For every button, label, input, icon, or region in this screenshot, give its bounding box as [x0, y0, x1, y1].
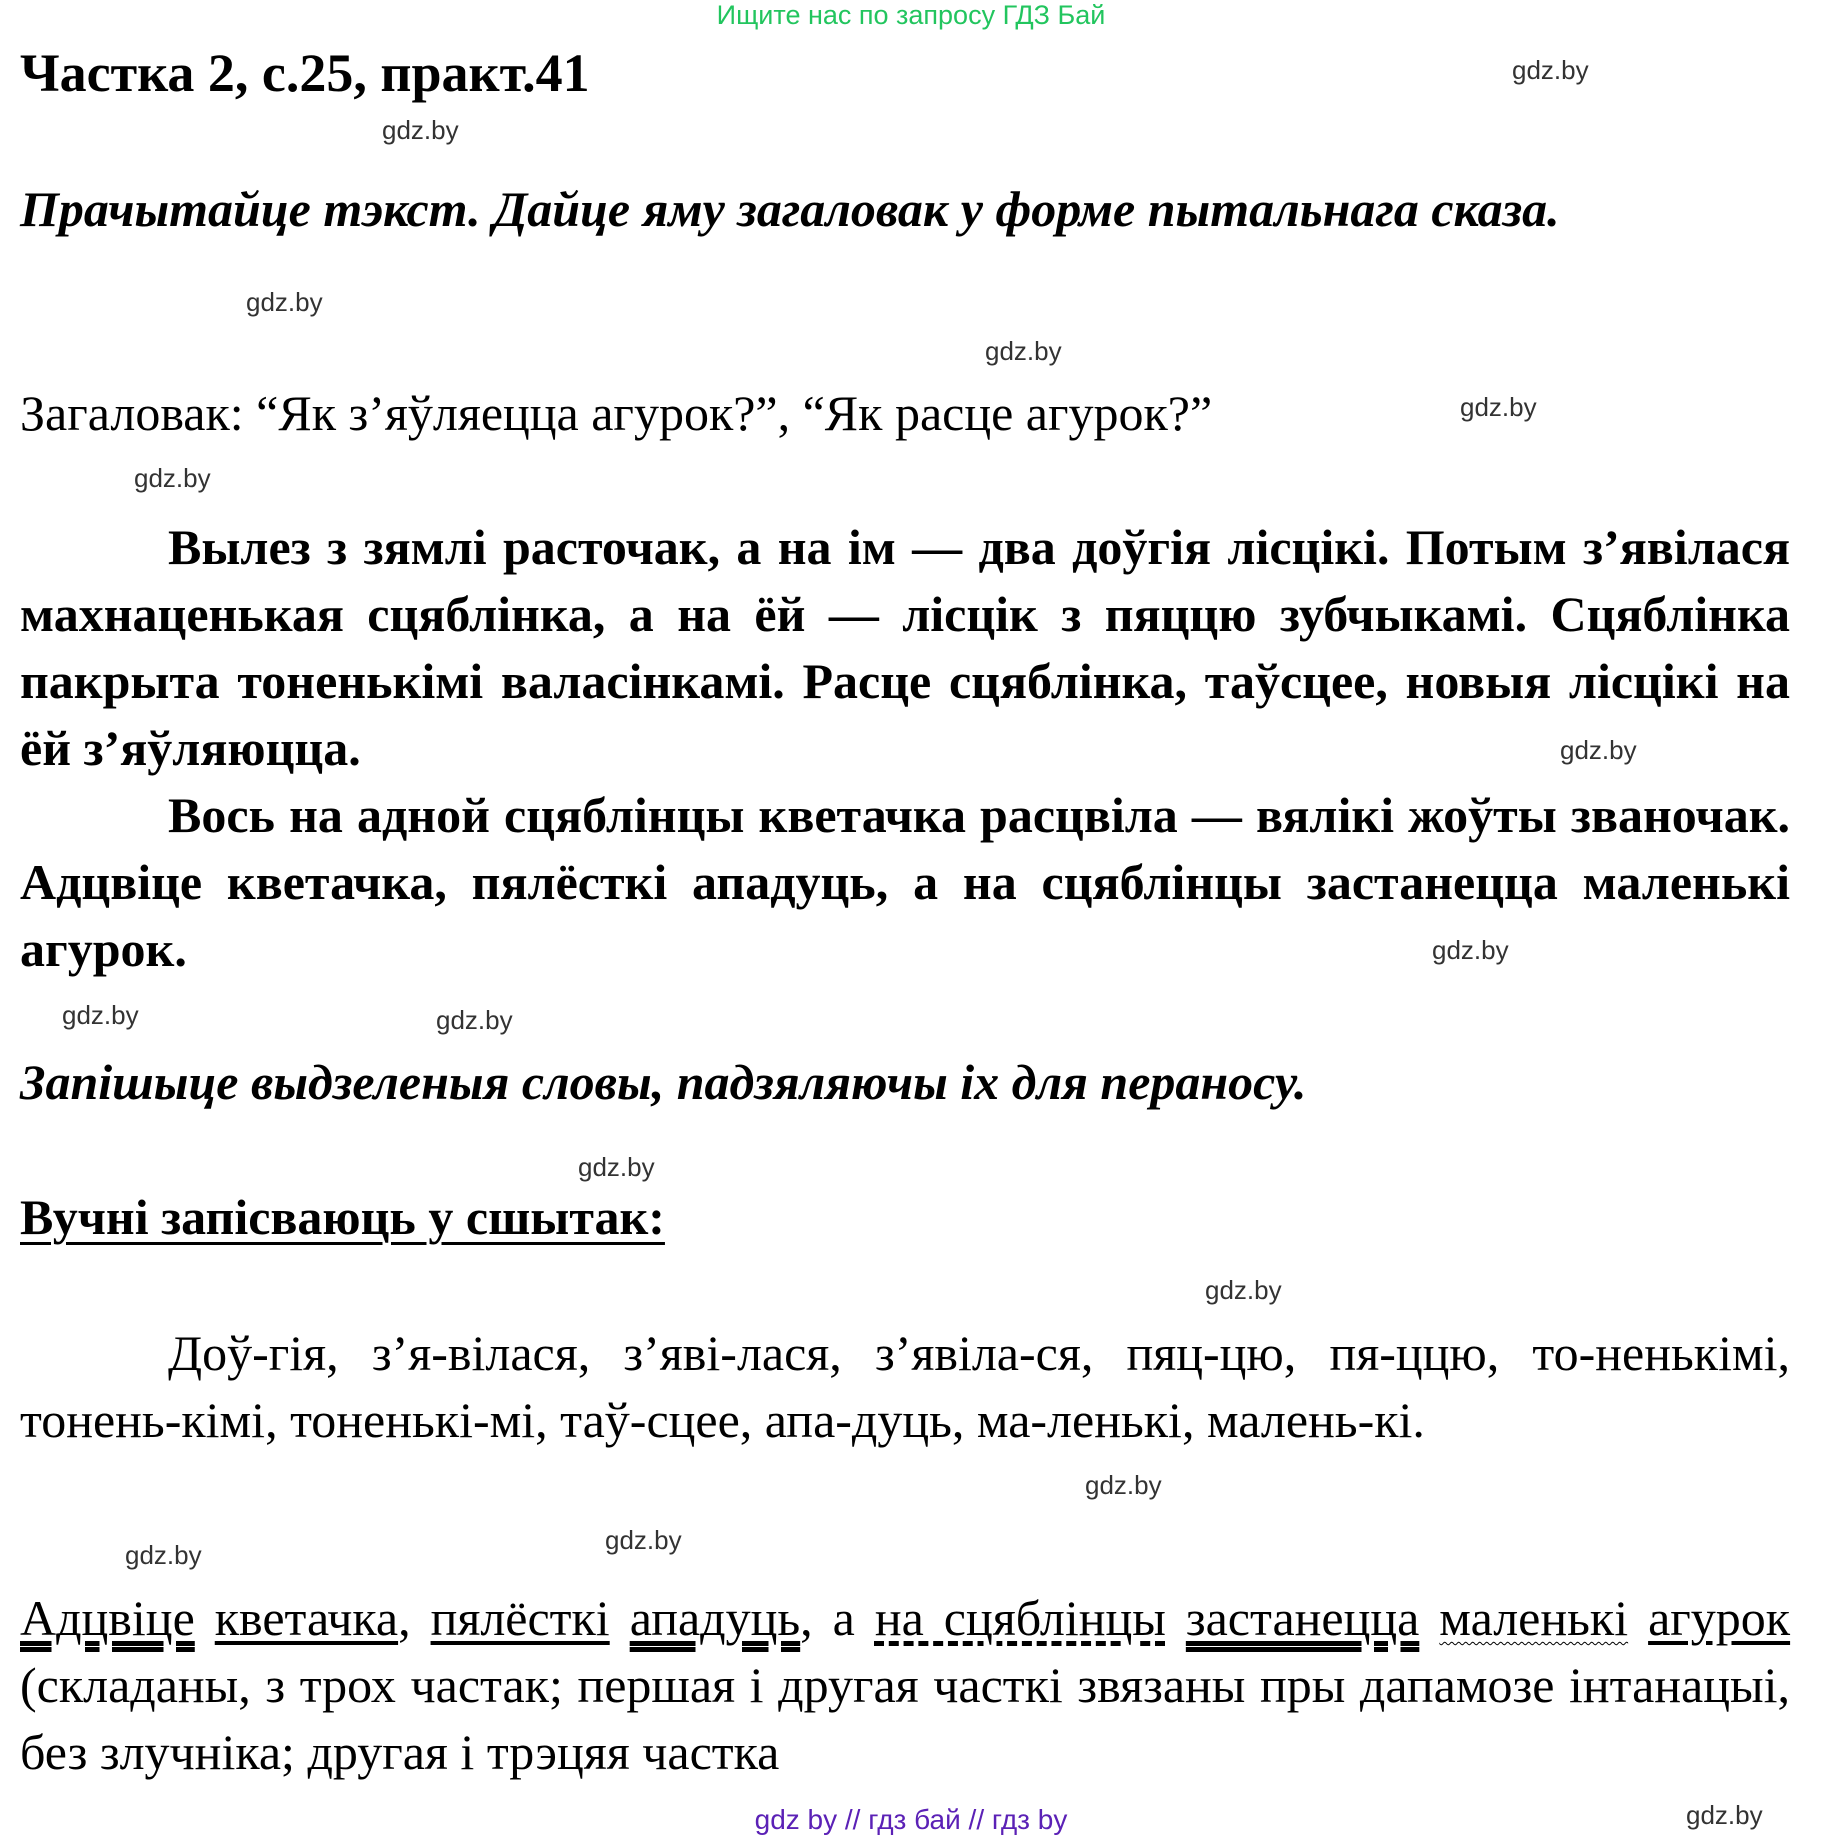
attribute-word: маленькі [1439, 1590, 1629, 1646]
answer-title: Загаловак: “Як з’яўляецца агурок?”, “Як расце агурок?” [20, 385, 1213, 441]
watermark: gdz.by [134, 463, 211, 493]
watermark: gdz.by [62, 1000, 139, 1030]
predicate-word: кветачка [214, 1590, 399, 1646]
predicate-word: агурок [1648, 1590, 1791, 1646]
analysis-explanation: (складаны, з трох частак; першая і другая часткі звязаны пры дапамозе інтанацыі, без злучніка; другая і трэцяя частка [20, 1657, 1790, 1780]
conjunction: , а [800, 1590, 855, 1646]
adverbial-phrase: на сцяблінцы [874, 1590, 1166, 1646]
task-1-instruction: Прачытайце тэкст. Дайце яму загаловак у форме пытальнага сказа. [20, 181, 1560, 237]
watermark: gdz.by [125, 1540, 202, 1570]
watermark: gdz.by [436, 1005, 513, 1035]
text-paragraph-2: Вось на адной сцяблінцы кветачка расцвіла — вялікі жоўты званочак. Адцвіце кветачка, пялёсткі ападуць, а на сцяблінцы застанецца маленькі агурок. [20, 787, 1790, 977]
watermark: gdz.by [605, 1525, 682, 1555]
subject-word: ападуць [629, 1590, 801, 1646]
watermark: gdz.by [1205, 1275, 1282, 1305]
section-heading: Вучні запісваюць у сшытак: [20, 1189, 665, 1245]
footer-links[interactable]: gdz by // гдз бай // гдз by [754, 1804, 1068, 1835]
top-search-link[interactable]: Ищите нас по запросу ГДЗ Бай [716, 0, 1106, 30]
task-2-instruction: Запішыце выдзеленыя словы, падзяляючы іх для пераносу. [20, 1054, 1307, 1110]
watermark: gdz.by [1085, 1470, 1162, 1500]
page-title: Частка 2, с.25, практ.41 [20, 43, 590, 103]
comma: , [398, 1590, 411, 1646]
subject-word: Адцвіце [20, 1590, 195, 1646]
watermark: gdz.by [1512, 55, 1589, 85]
hyphenation-answer: Доў-гія, з’я-вілася, з’яві-лася, з’явіла-ся, пяц-цю, пя-ццю, то-ненькімі, тонень-кімі, тоненькі-мі, таў-сцее, апа-дуць, ма-ленькі, малень-кі. [20, 1325, 1790, 1448]
watermark: gdz.by [246, 287, 323, 317]
subject-word: застанецца [1185, 1590, 1420, 1646]
predicate-word: пялёсткі [430, 1590, 610, 1646]
watermark: gdz.by [382, 115, 459, 145]
sentence-analysis [20, 1585, 1790, 1786]
watermark: gdz.by [1432, 935, 1509, 965]
watermark: gdz.by [1560, 735, 1637, 765]
watermark: gdz.by [1460, 392, 1537, 422]
watermark: gdz.by [985, 336, 1062, 366]
text-paragraph-1: Вылез з зямлі расточак, а на ім — два доўгія лісцікі. Потым з’явілася махнаценькая сцяблінка, а на ёй — лісцік з пяццю зубчыкамі. Сцяблінка пакрыта тоненькімі валасінкамі. Расце сцяблінка, таўсцее, новыя лісцікі на ёй з’яўляюцца. [20, 519, 1790, 776]
watermark: gdz.by [578, 1152, 655, 1182]
watermark: gdz.by [1686, 1800, 1763, 1830]
